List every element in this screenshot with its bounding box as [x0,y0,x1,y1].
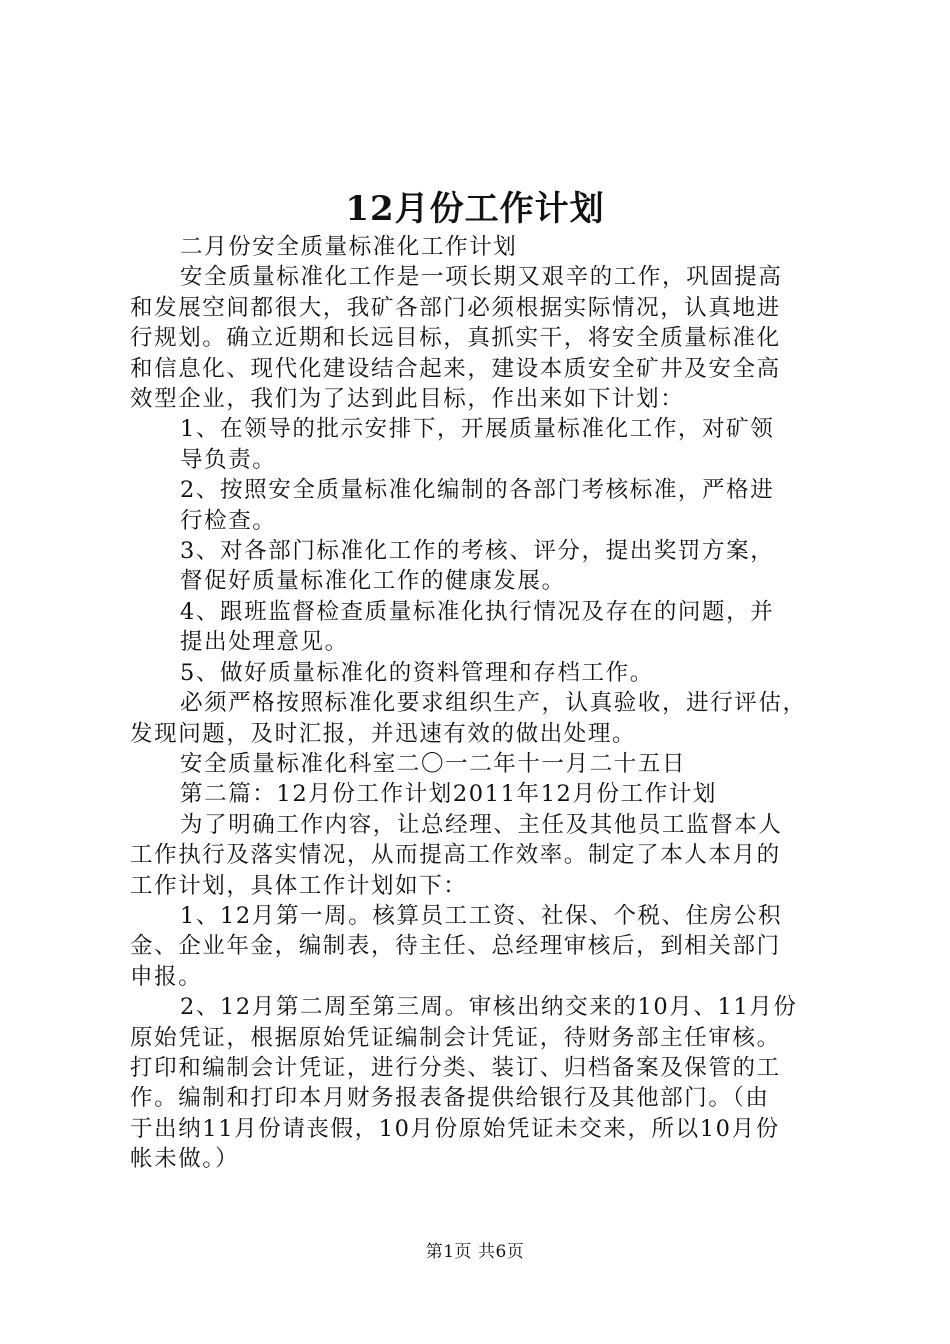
page-number-footer: 第1页 共6页 [425,1242,525,1262]
paragraph-line: 和发展空间都很大，我矿各部门必须根据实际情况，认真地进 [130,294,781,321]
paragraph-line: 发现问题，及时汇报，并迅速有效的做出处理。 [130,720,637,747]
paragraph-line: 为了明确工作内容，让总经理、主任及其他员工监督本人 [180,811,783,838]
signature-line: 安全质量标准化科室二〇一二年十一月二十五日 [180,750,687,777]
paragraph-line: 工作计划，具体工作计划如下： [130,872,468,899]
document-body [130,232,835,1175]
list-item-line: 行检查。 [180,507,277,534]
paragraph-line: 二月份安全质量标准化工作计划 [180,234,518,260]
paragraph-line: 效型企业，我们为了达到此目标，作出来如下计划： [130,386,685,413]
paragraph-line: 作。编制和打印本月财务报表备提供给银行及其他部门。（由 [130,1085,770,1112]
list-item-line: 2、按照安全质量标准化编制的各部门考核标准，严格进 [180,477,775,504]
paragraph-line: 金、企业年金，编制表，待主任、总经理审核后，到相关部门 [130,933,781,960]
paragraph-line: 必须严格按照标准化要求组织生产，认真验收，进行评估， [180,690,807,717]
paragraph-line: 和信息化、现代化建设结合起来，建设本质安全矿井及安全高 [130,355,781,382]
paragraph-line: 申报。 [130,963,203,990]
paragraph-line: 行规划。确立近期和长远目标，真抓实干，将安全质量标准化 [130,325,781,352]
paragraph-line: 原始凭证，根据原始凭证编制会计凭证，待财务部主任审核。 [130,1024,781,1051]
section-heading: 第二篇：12月份工作计划2011年12月份工作计划 [180,781,718,808]
list-item-line: 3、对各部门标准化工作的考核、评分，提出奖罚方案， [180,538,775,565]
document-title: 12月份工作计划 [345,189,605,229]
paragraph-line: 帐未做。） [130,1146,240,1173]
list-item-line: 提出处理意见。 [180,629,349,656]
list-item-line: 5、做好质量标准化的资料管理和存档工作。 [180,659,654,686]
paragraph-line: 1、12月第一周。核算员工工资、社保、个税、住房公积 [180,902,783,929]
paragraph-line: 安全质量标准化工作是一项长期又艰辛的工作，巩固提高 [180,264,783,291]
paragraph-line: 工作执行及落实情况，从而提高工作效率。制定了本人本月的 [130,842,781,869]
paragraph-line: 2、12月第二周至第三周。审核出纳交来的10月、11月份 [180,994,798,1021]
list-item-line: 1、在领导的批示安排下，开展质量标准化工作，对矿领 [180,416,775,443]
list-item-line: 导负责。 [180,446,277,473]
paragraph-line: 于出纳11月份请丧假，10月份原始凭证未交来，所以10月份 [130,1115,780,1142]
list-item-line: 督促好质量标准化工作的健康发展。 [180,568,566,595]
paragraph-line: 打印和编制会计凭证，进行分类、装订、归档备案及保管的工 [130,1054,781,1081]
list-item-line: 4、跟班监督检查质量标准化执行情况及存在的问题，并 [180,598,775,625]
